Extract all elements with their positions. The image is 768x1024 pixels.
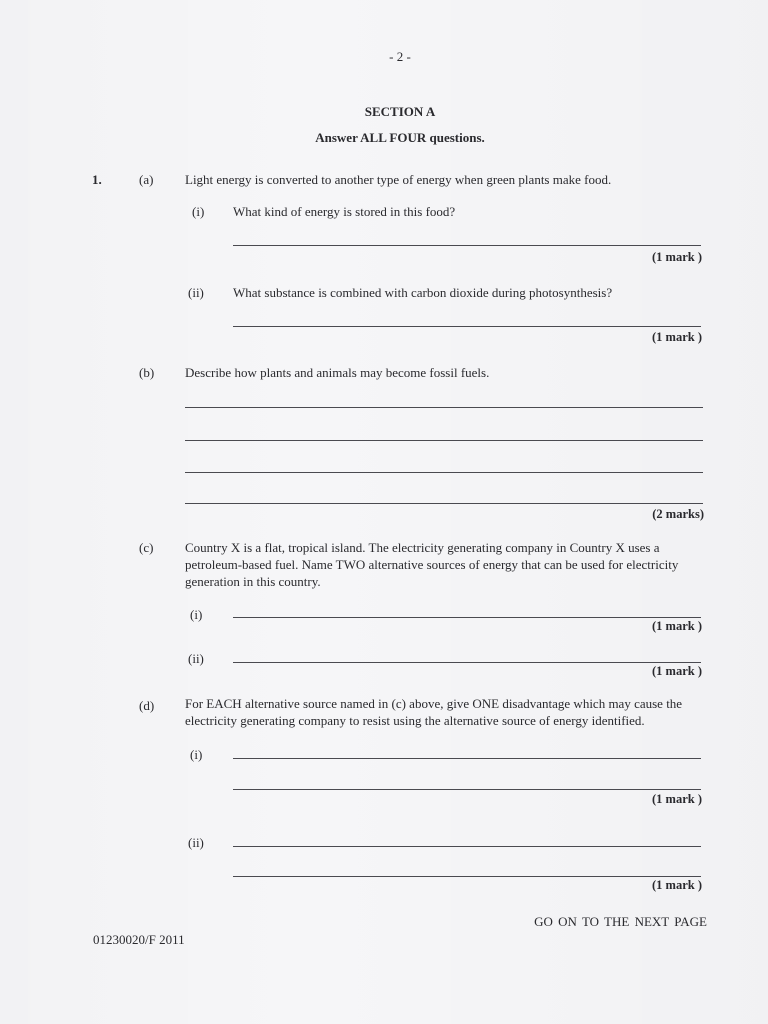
part-a-label: (a) [139,172,154,187]
part-d-ii-label: (ii) [188,835,204,850]
answer-line[interactable] [185,407,703,408]
part-d-i-marks: (1 mark ) [652,792,702,806]
answer-line[interactable] [233,846,701,847]
part-c-question: Country X is a flat, tropical island. The electricity generating company in Country X uses a petroleum-based fuel. Name TWO alternative sources of energy that can be used for electricity generation in this country. [185,540,679,589]
page-number: - 2 - [389,49,411,64]
answer-line[interactable] [233,662,701,663]
answer-line[interactable] [185,472,703,473]
part-d-label: (d) [139,698,155,713]
answer-line[interactable] [233,326,701,327]
part-a-i-marks: (1 mark ) [652,250,702,264]
paper-code: 01230020/F 2011 [93,932,185,947]
answer-line[interactable] [233,876,701,877]
part-b-marks: (2 marks) [652,507,704,521]
part-a-ii-label: (ii) [188,285,204,300]
answer-line[interactable] [185,440,703,441]
part-d-i-label: (i) [190,747,203,762]
answer-line[interactable] [233,758,701,759]
part-d-question: For EACH alternative source named in (c) above, give ONE disadvantage which may cause the electricity generating company to resist using the alternative source of energy identified. [185,696,683,728]
part-c-i-label: (i) [190,607,203,622]
part-b-label: (b) [139,365,155,380]
question-number: 1. [92,172,102,187]
answer-line[interactable] [185,503,703,504]
next-page-notice: GO ON TO THE NEXT PAGE [534,914,707,929]
instructions: Answer ALL FOUR questions. [315,130,485,145]
answer-line[interactable] [233,789,701,790]
part-d-ii-marks: (1 mark ) [652,878,702,892]
part-a-stem: Light energy is converted to another type of energy when green plants make food. [185,172,612,187]
part-c-i-marks: (1 mark ) [652,619,702,633]
part-a-ii-question: What substance is combined with carbon dioxide during photosynthesis? [233,285,613,300]
part-c-label: (c) [139,540,154,555]
part-a-i-question: What kind of energy is stored in this food? [233,204,456,219]
part-c-ii-label: (ii) [188,651,204,666]
part-a-ii-marks: (1 mark ) [652,330,702,344]
part-c-ii-marks: (1 mark ) [652,664,702,678]
part-a-i-label: (i) [192,204,205,219]
part-b-question: Describe how plants and animals may become fossil fuels. [185,365,490,380]
answer-line[interactable] [233,617,701,618]
section-title: SECTION A [364,104,436,119]
answer-line[interactable] [233,245,701,246]
